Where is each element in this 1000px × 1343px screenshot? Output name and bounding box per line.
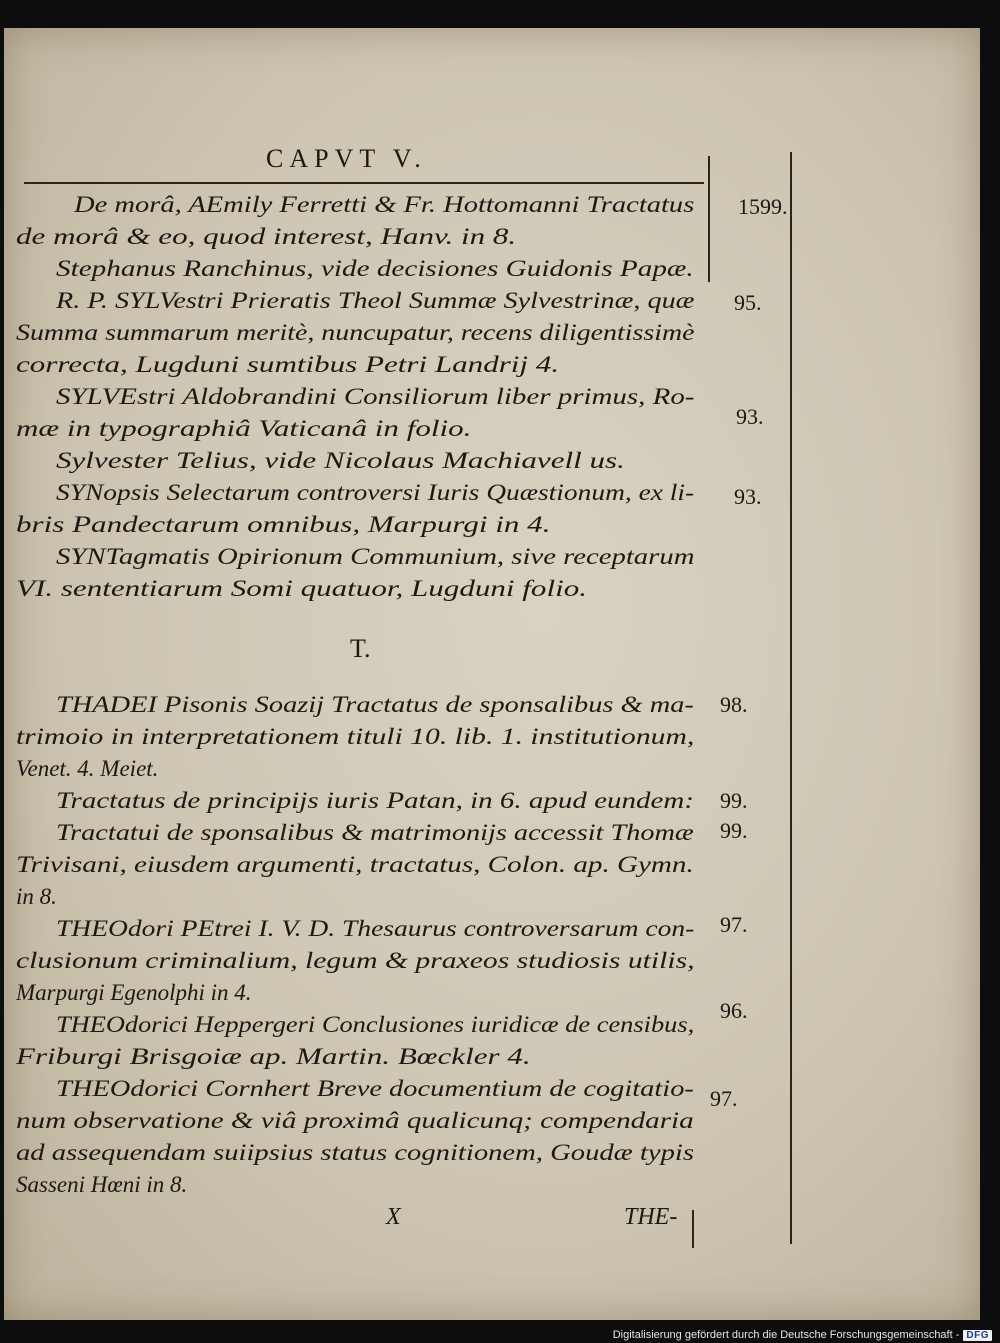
text-line: mæ in typographiâ Vaticanâ in folio. (16, 416, 472, 441)
text-line: THEOdori PEtrei I. V. D. Thesaurus controversarum con- (56, 916, 695, 941)
margin-number: 1599. (738, 194, 788, 219)
margin-number: 97. (720, 912, 748, 937)
text-line: correcta, Lugduni sumtibus Petri Landrij 4. (16, 352, 560, 377)
text-line: Trivisani, eiusdem argumenti, tractatus, Colon. ap. Gymn. (16, 852, 694, 877)
margin-number: 99. (720, 788, 748, 813)
text-line: Friburgi Brisgoiæ ap. Martin. Bœckler 4. (16, 1044, 531, 1069)
margin-number: 98. (720, 692, 748, 717)
running-head: CAPVT V. (266, 144, 427, 173)
text-line: Summa summarum meritè, nuncupatur, recens diligentissimè (16, 320, 695, 345)
text-line: Tractatus de principijs iuris Patan, in 6. apud eundem: (56, 788, 694, 813)
text-line: trimoio in interpretationem tituli 10. lib. 1. institutionum, (16, 724, 695, 749)
text-line: Venet. 4. Meiet. (16, 756, 159, 781)
attribution-text: Digitalisierung gefördert durch die Deutsche Forschungsgemeinschaft - (612, 1329, 960, 1341)
margin-number: 93. (734, 484, 762, 509)
dfg-logo: DFG (963, 1330, 992, 1341)
margin-number: 96. (720, 998, 748, 1023)
text-line: bris Pandectarum omnibus, Marpurgi in 4. (16, 512, 551, 537)
text-line: THADEI Pisonis Soazij Tractatus de sponsalibus & ma- (56, 692, 694, 717)
text-line: ad assequendam suiipsius status cognitionem, Goudæ typis (16, 1140, 694, 1165)
text-line: SYLVEstri Aldobrandini Consiliorum liber primus, Ro- (56, 384, 695, 409)
attribution-bar (613, 1329, 992, 1341)
text-line: Stephanus Ranchinus, vide decisiones Guidonis Papæ. (56, 256, 694, 281)
text-line: in 8. (16, 884, 57, 909)
text-line: Marpurgi Egenolphi in 4. (16, 980, 252, 1005)
margin-number: 97. (710, 1086, 738, 1111)
text-line: VI. sententiarum Somi quatuor, Lugduni folio. (16, 576, 587, 601)
book-page (4, 28, 980, 1320)
margin-number: 99. (720, 818, 748, 843)
text-line: THEOdorici Heppergeri Conclusiones iuridicæ de censibus, (56, 1012, 695, 1037)
text-line: THEOdorici Cornhert Breve documentium de cogitatio- (56, 1076, 694, 1101)
text-line: R. P. SYLVestri Prieratis Theol Summæ Sylvestrinæ, quæ (56, 288, 695, 313)
text-line: Tractatui de sponsalibus & matrimonijs accessit Thomæ (56, 820, 694, 845)
margin-rule (790, 152, 792, 1244)
text-line: De morâ, AEmily Ferretti & Fr. Hottomanni Tractatus (74, 192, 695, 217)
text-line: Sylvester Telius, vide Nicolaus Machiavell us. (56, 448, 625, 473)
text-line: clusionum criminalium, legum & praxeos studiosis utilis, (16, 948, 695, 973)
text-line: Sasseni Hœni in 8. (16, 1172, 188, 1197)
catchword: THE- (624, 1204, 678, 1230)
footer-rule (692, 1210, 694, 1248)
section-letter: T. (350, 634, 371, 663)
signature-mark: X (386, 1204, 401, 1230)
text-line: SYNopsis Selectarum controversi Iuris Quæstionum, ex li- (56, 480, 695, 505)
text-line: num observatione & viâ proximâ qualicunq; compendaria (16, 1108, 694, 1133)
margin-rule-short (708, 156, 710, 282)
margin-number: 95. (734, 290, 762, 315)
header-rule (24, 182, 704, 184)
margin-number: 93. (736, 404, 764, 429)
text-line: SYNTagmatis Opirionum Communium, sive receptarum (56, 544, 695, 569)
text-line: de morâ & eo, quod interest, Hanv. in 8. (16, 224, 517, 249)
